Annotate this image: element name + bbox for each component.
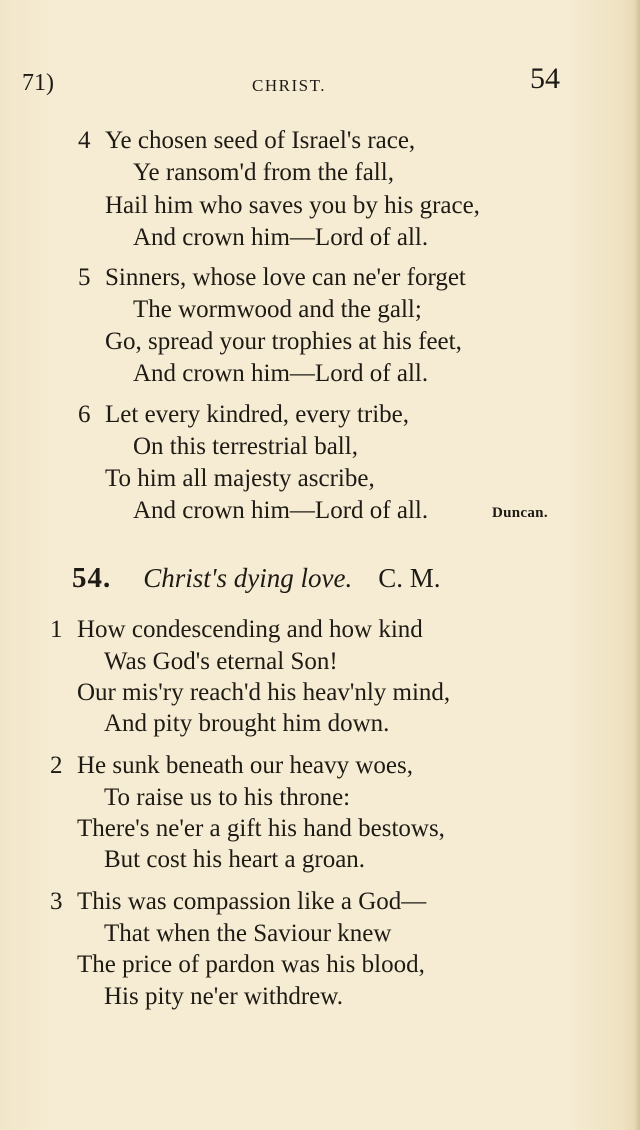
verse-line: This was compassion like a God— — [77, 888, 427, 915]
verse-line: There's ne'er a gift his hand bestows, — [77, 815, 445, 842]
stanza-number: 1 — [50, 616, 63, 643]
verse-line: His pity ne'er withdrew. — [104, 983, 343, 1010]
header-section-mark: 71) — [22, 70, 54, 96]
verse-line: Hail him who saves you by his grace, — [105, 192, 480, 219]
verse-line: Ye chosen seed of Israel's race, — [105, 127, 416, 154]
verse-line: Was God's eternal Son! — [104, 648, 338, 675]
verse-line: Let every kindred, every tribe, — [105, 401, 410, 428]
author-attribution: Duncan. — [492, 505, 548, 521]
stanza-number: 6 — [78, 401, 91, 428]
stanza-number: 4 — [78, 127, 91, 154]
verse-line: Sinners, whose love can ne'er forget — [105, 264, 466, 291]
hymn-heading — [72, 564, 441, 593]
verse-line: To raise us to his throne: — [104, 784, 351, 811]
hymn-number: 54. — [72, 562, 112, 594]
verse-line: The price of pardon was his blood, — [77, 951, 425, 978]
verse-line: How condescending and how kind — [77, 616, 423, 643]
header-hymn-number: 54 — [530, 62, 560, 95]
verse-line: And crown him—Lord of all. — [133, 360, 429, 387]
verse-line: Go, spread your trophies at his feet, — [105, 328, 462, 355]
verse-line: And pity brought him down. — [104, 710, 390, 737]
page-edge-shadow — [634, 0, 640, 1130]
stanza-number: 3 — [50, 888, 63, 915]
verse-line: He sunk beneath our heavy woes, — [77, 752, 414, 779]
hymn-title: Christ's dying love. — [143, 563, 353, 593]
verse-line: Our mis'ry reach'd his heav'nly mind, — [77, 679, 451, 706]
verse-line: Ye ransom'd from the fall, — [133, 159, 394, 186]
verse-line: That when the Saviour knew — [104, 920, 392, 947]
verse-line: To him all majesty ascribe, — [105, 465, 375, 492]
hymn-meter: C. M. — [378, 563, 441, 593]
verse-line: And crown him—Lord of all. — [133, 497, 429, 524]
stanza-number: 2 — [50, 752, 63, 779]
verse-line: The wormwood and the gall; — [133, 296, 422, 323]
verse-line: On this terrestrial ball, — [133, 433, 358, 460]
stanza-number: 5 — [78, 264, 91, 291]
header-running-title: CHRIST. — [252, 76, 326, 95]
verse-line: And crown him—Lord of all. — [133, 224, 429, 251]
verse-line: But cost his heart a groan. — [104, 846, 366, 873]
